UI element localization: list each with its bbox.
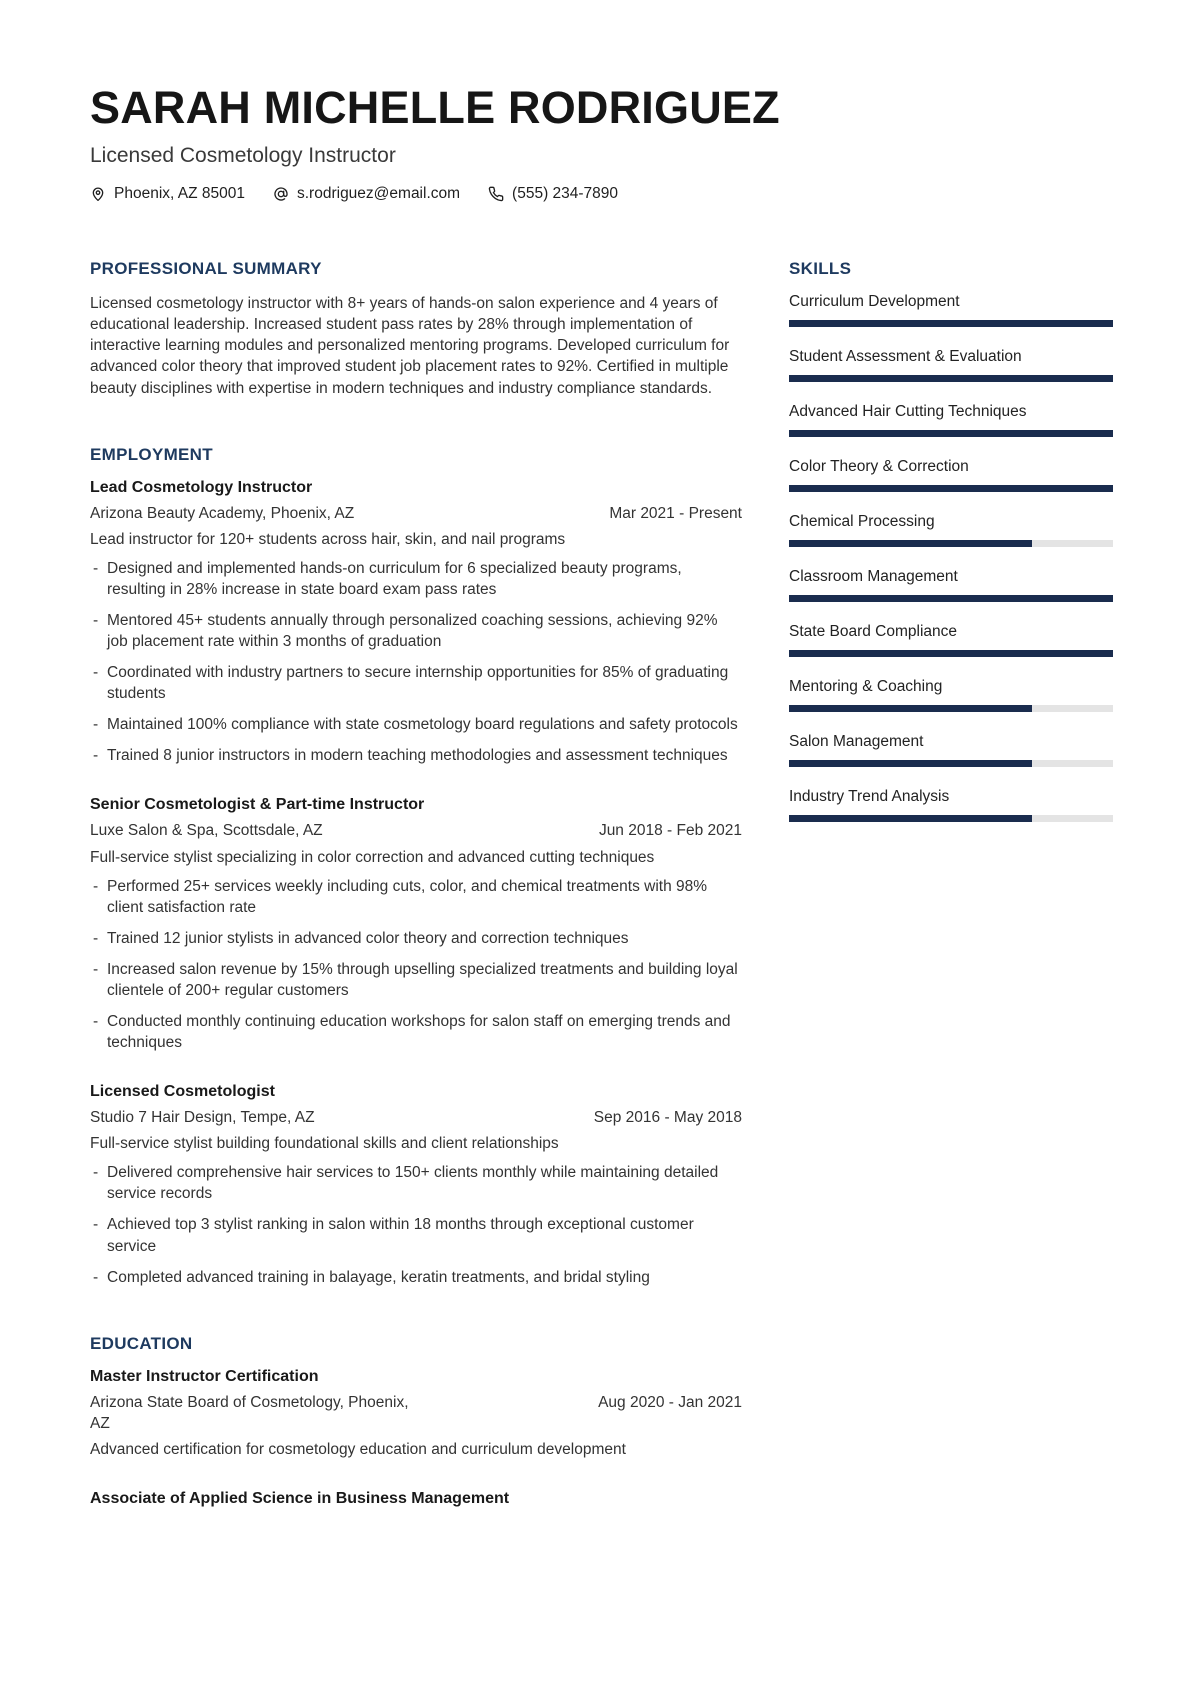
summary-text: Licensed cosmetology instructor with 8+ years of hands-on salon experience and 4 years of educational leadership. Increased student pass rates by 28% through implementation of interactive learning modules and personalized mentoring programs. Developed curriculum for advanced color theory that improved student job placement rates to 92%. Certified in multiple beauty disciplines with expertise in modern techniques and industry compliance standards. — [90, 295, 730, 397]
candidate-title: Licensed Cosmetology Instructor — [90, 144, 396, 168]
bullet-item: - Maintained 100% compliance with state cosmetology board regulations and safety protocols — [90, 714, 742, 735]
skill-bar-track — [789, 375, 1113, 382]
skill-label: Industry Trend Analysis — [789, 788, 950, 806]
skill-item — [789, 678, 1113, 712]
section-skills — [789, 259, 1113, 822]
location-pin-icon — [90, 186, 106, 202]
resume-header — [90, 84, 1113, 203]
job-description: Full-service stylist building foundational skills and client relationships — [90, 1135, 559, 1153]
job-entry — [90, 796, 742, 1053]
employment-heading: EMPLOYMENT — [90, 444, 213, 464]
job-meta-row — [90, 503, 742, 524]
contact-phone — [488, 185, 618, 203]
job-meta-row — [90, 820, 742, 841]
skill-bar-track — [789, 595, 1113, 602]
job-title: Licensed Cosmetologist — [90, 1083, 275, 1101]
skill-bar-fill — [789, 595, 1113, 602]
skill-item — [789, 458, 1113, 492]
education-dates: Aug 2020 - Jan 2021 — [598, 1393, 742, 1411]
bullet-item: - Performed 25+ services weekly including cuts, color, and chemical treatments with 98% client satisfaction rate — [90, 876, 742, 918]
contact-row — [90, 185, 1113, 203]
skill-item — [789, 788, 1113, 822]
skill-item — [789, 733, 1113, 767]
phone-icon — [488, 186, 504, 202]
bullet-item: - Trained 12 junior stylists in advanced color theory and correction techniques — [90, 928, 742, 949]
bullet-item: - Designed and implemented hands-on curriculum for 6 specialized beauty programs, resulting in 28% increase in state board exam pass rates — [90, 558, 742, 600]
job-entry — [90, 479, 742, 767]
contact-phone-text: (555) 234-7890 — [512, 185, 619, 203]
bullet-item: - Mentored 45+ students annually through personalized coaching sessions, achieving 92% job placement rate within 3 months of graduation — [90, 610, 742, 652]
education-meta-row — [90, 1392, 742, 1434]
job-entry — [90, 1083, 742, 1288]
skill-bar-track — [789, 760, 1113, 767]
job-title: Lead Cosmetology Instructor — [90, 478, 313, 496]
skill-label: Chemical Processing — [789, 513, 935, 531]
skill-item — [789, 348, 1113, 382]
left-column — [90, 259, 742, 1554]
job-bullets — [90, 876, 742, 1054]
bullet-item: - Trained 8 junior instructors in modern teaching methodologies and assessment techniques — [90, 745, 742, 766]
job-list — [90, 479, 742, 1288]
email-at-icon — [273, 186, 289, 202]
education-institution: Arizona State Board of Cosmetology, Phoenix, AZ — [90, 1393, 409, 1432]
bullet-item: - Delivered comprehensive hair services to 150+ clients monthly while maintaining detailed service records — [90, 1162, 742, 1204]
job-bullets — [90, 1162, 742, 1287]
section-employment — [90, 445, 742, 1288]
job-dates: Jun 2018 - Feb 2021 — [598, 822, 742, 840]
bullet-item: - Conducted monthly continuing education workshops for salon staff on emerging trends and techniques — [90, 1011, 742, 1053]
bullet-item: - Completed advanced training in balayage, keratin treatments, and bridal styling — [90, 1267, 742, 1288]
job-description: Lead instructor for 120+ students across hair, skin, and nail programs — [90, 530, 566, 548]
right-column — [789, 259, 1113, 868]
job-bullets — [90, 558, 742, 767]
skill-bar-fill — [789, 650, 1113, 657]
bullet-item: - Increased salon revenue by 15% through upselling specialized treatments and building loyal clientele of 200+ regular customers — [90, 959, 742, 1001]
skill-bar-fill — [789, 540, 1032, 547]
skill-label: Curriculum Development — [789, 293, 960, 311]
job-company: Luxe Salon & Spa, Scottsdale, AZ — [90, 822, 323, 840]
skill-bar-fill — [789, 430, 1113, 437]
contact-location-text: Phoenix, AZ 85001 — [114, 185, 245, 203]
contact-email — [273, 185, 460, 203]
skill-label: Classroom Management — [789, 568, 958, 586]
skill-label: Salon Management — [789, 733, 924, 751]
skill-bar-track — [789, 650, 1113, 657]
job-title: Senior Cosmetologist & Part-time Instructor — [90, 796, 425, 814]
skill-bar-fill — [789, 760, 1032, 767]
contact-email-text: s.rodriguez@email.com — [297, 185, 461, 203]
job-company: Studio 7 Hair Design, Tempe, AZ — [90, 1109, 315, 1127]
bullet-item: - Coordinated with industry partners to secure internship opportunities for 85% of graduating students — [90, 662, 742, 704]
education-description: Advanced certification for cosmetology education and curriculum development — [90, 1440, 626, 1458]
job-company: Arizona Beauty Academy, Phoenix, AZ — [90, 504, 355, 522]
skill-bar-track — [789, 540, 1113, 547]
education-entry — [90, 1368, 742, 1460]
skill-item — [789, 568, 1113, 602]
summary-heading: PROFESSIONAL SUMMARY — [90, 259, 322, 279]
skill-item — [789, 293, 1113, 327]
skill-list — [789, 293, 1113, 822]
skill-item — [789, 403, 1113, 437]
skill-bar-track — [789, 485, 1113, 492]
skill-bar-fill — [789, 375, 1113, 382]
job-meta-row — [90, 1107, 742, 1128]
section-professional-summary — [90, 259, 742, 398]
two-column-layout — [90, 259, 1113, 1554]
skill-bar-fill — [789, 485, 1113, 492]
skill-item — [789, 513, 1113, 547]
contact-location — [90, 185, 245, 203]
candidate-name: SARAH MICHELLE RODRIGUEZ — [90, 82, 780, 133]
skill-bar-track — [789, 705, 1113, 712]
skill-label: Student Assessment & Evaluation — [789, 348, 1022, 366]
education-title: Associate of Applied Science in Business Management — [90, 1489, 510, 1507]
skill-item — [789, 623, 1113, 657]
job-description: Full-service stylist specializing in color correction and advanced cutting techniques — [90, 848, 655, 866]
education-list — [90, 1368, 742, 1508]
skill-bar-track — [789, 815, 1113, 822]
skills-heading: SKILLS — [789, 259, 852, 279]
job-dates: Sep 2016 - May 2018 — [593, 1109, 742, 1127]
skill-label: Mentoring & Coaching — [789, 678, 943, 696]
skill-label: Advanced Hair Cutting Techniques — [789, 403, 1027, 421]
section-education — [90, 1334, 742, 1508]
job-dates: Mar 2021 - Present — [609, 504, 742, 522]
skill-label: Color Theory & Correction — [789, 458, 969, 476]
skill-label: State Board Compliance — [789, 623, 958, 641]
education-entry — [90, 1490, 742, 1508]
education-heading: EDUCATION — [90, 1333, 193, 1353]
skill-bar-track — [789, 320, 1113, 327]
skill-bar-fill — [789, 815, 1032, 822]
bullet-item: - Achieved top 3 stylist ranking in salon within 18 months through exceptional customer service — [90, 1214, 742, 1256]
education-title: Master Instructor Certification — [90, 1367, 319, 1385]
skill-bar-fill — [789, 705, 1032, 712]
skill-bar-fill — [789, 320, 1113, 327]
skill-bar-track — [789, 430, 1113, 437]
